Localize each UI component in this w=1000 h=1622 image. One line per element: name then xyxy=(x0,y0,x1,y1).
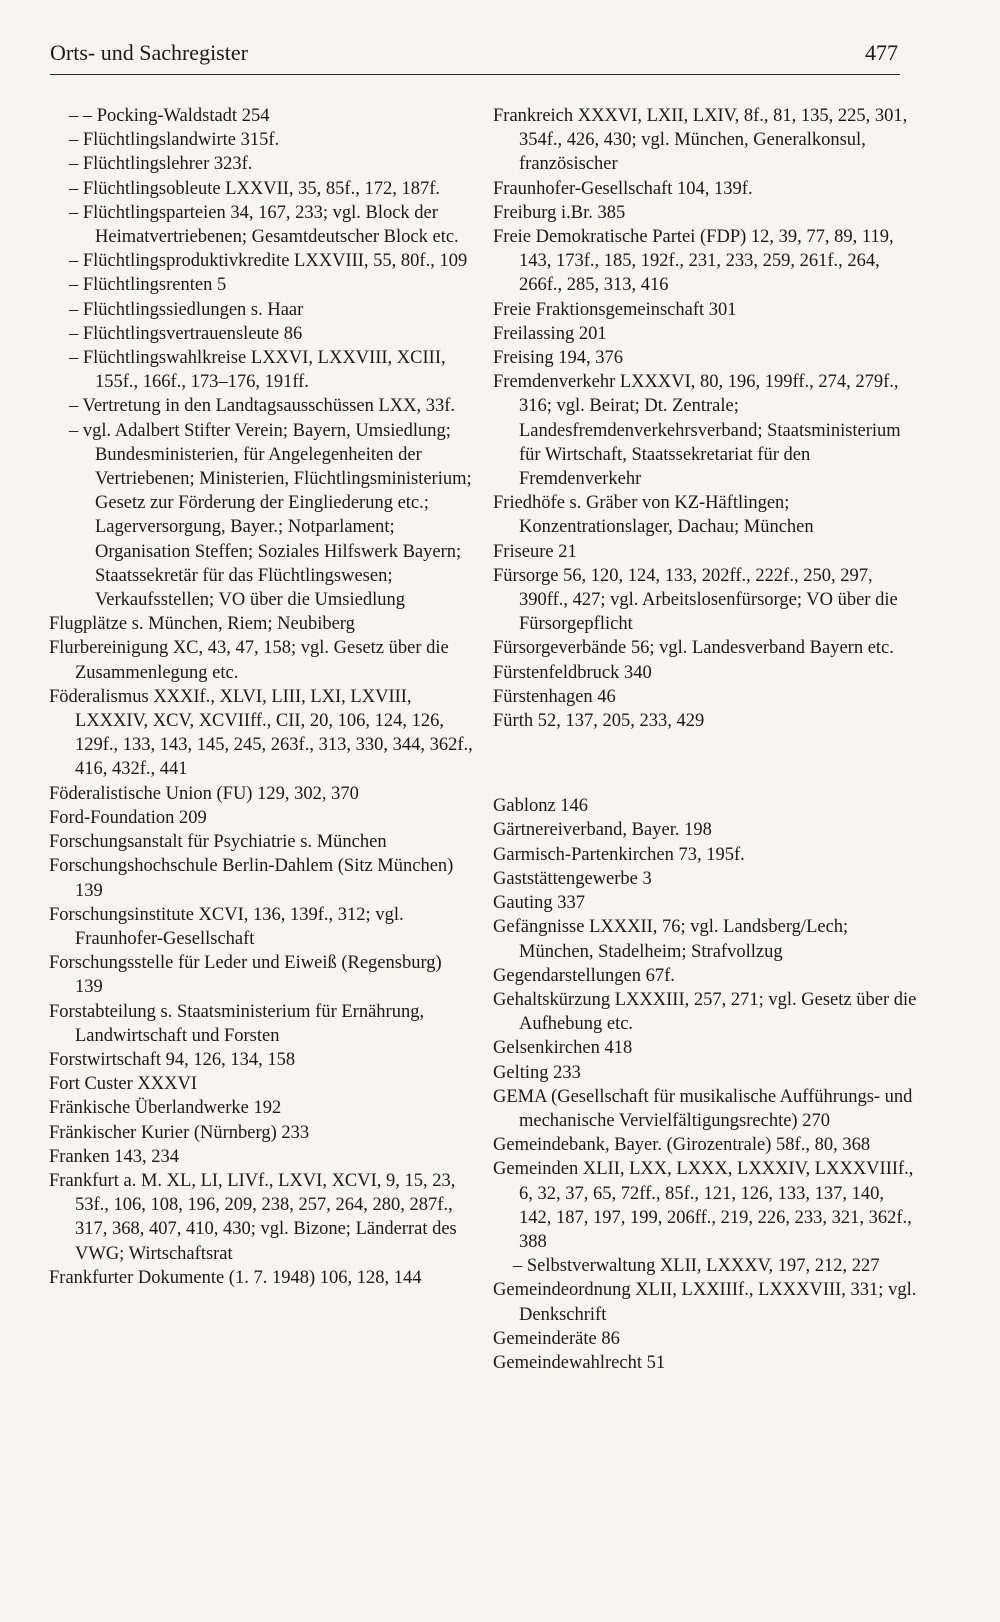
index-entry: Fränkische Überlandwerke 192 xyxy=(49,1098,282,1119)
index-entry: Frankfurt a. M. XL, LI, LIVf., LXVI, XCVI, 9, 15, 23, 53f., 106, 108, 196, 209, 238, 257, 264, 280, 287f., 317, 368, 407, 410, 430; vgl. Bizone; Länderrat des VWG; Wirtschaftsrat xyxy=(49,1170,457,1264)
index-column-left xyxy=(49,104,474,1290)
index-entry: Fränkischer Kurier (Nürnberg) 233 xyxy=(49,1122,310,1143)
index-entry: Freiburg i.Br. 385 xyxy=(493,202,626,223)
index-entry: Fürth 52, 137, 205, 233, 429 xyxy=(493,711,705,732)
index-subentry: – Flüchtlingslehrer 323f. xyxy=(69,154,253,175)
index-entry: Gegendarstellungen 67f. xyxy=(493,965,675,986)
index-entry: Gablonz 146 xyxy=(493,796,589,817)
index-subentry: – Flüchtlingslandwirte 315f. xyxy=(69,130,280,151)
index-entry: Flugplätze s. München, Riem; Neubiberg xyxy=(49,614,355,635)
index-subentry: – Flüchtlingsrenten 5 xyxy=(69,275,227,296)
index-entry: Flurbereinigung XC, 43, 47, 158; vgl. Gesetz über die Zusammenlegung etc. xyxy=(49,638,449,683)
index-subentry: – Flüchtlingswahlkreise LXXVI, LXXVIII, XCIII, 155f., 166f., 173–176, 191ff. xyxy=(69,348,446,393)
index-entry: Gemeindebank, Bayer. (Girozentrale) 58f., 80, 368 xyxy=(493,1135,871,1156)
index-entry: Fort Custer XXXVI xyxy=(49,1074,197,1095)
running-head: Orts- und Sachregister xyxy=(50,40,248,65)
index-entry: Forstwirtschaft 94, 126, 134, 158 xyxy=(49,1049,296,1070)
index-entry: Ford-Foundation 209 xyxy=(49,807,207,828)
index-entry: Gefängnisse LXXXII, 76; vgl. Landsberg/Lech; München, Stadelheim; Strafvollzug xyxy=(493,917,849,962)
index-entry: Fraunhofer-Gesellschaft 104, 139f. xyxy=(493,178,753,199)
index-entry: Gehaltskürzung LXXXIII, 257, 271; vgl. Gesetz über die Aufhebung etc. xyxy=(493,989,917,1035)
index-entry: Forschungsinstitute XCVI, 136, 139f., 312; vgl. Fraunhofer-Gesellschaft xyxy=(49,904,404,949)
index-entry: Gauting 337 xyxy=(493,893,585,914)
index-entry: Gemeinden XLII, LXX, LXXX, LXXXIV, LXXXVIIIf., 6, 32, 37, 65, 72ff., 85f., 121, 126, 133, 137, 140, 142, 187, 197, 199, 206ff., 219, 226, 233, 321, 362f., 388 xyxy=(493,1159,914,1252)
index-entry: Garmisch-Partenkirchen 73, 195f. xyxy=(493,844,745,865)
index-entry: Freising 194, 376 xyxy=(493,348,624,369)
index-entry: Franken 143, 234 xyxy=(49,1146,179,1167)
index-entry: Gemeindewahlrecht 51 xyxy=(493,1352,666,1373)
index-entry: Freie Demokratische Partei (FDP) 12, 39, 77, 89, 119, 143, 173f., 185, 192f., 231, 233, 259, 261f., 264, 266f., 285, 313, 416 xyxy=(493,227,894,296)
index-entry: Forschungsanstalt für Psychiatrie s. München xyxy=(49,832,387,853)
index-entry: Gemeinderäte 86 xyxy=(493,1328,620,1349)
index-entry: Friseure 21 xyxy=(493,541,577,562)
index-entry: Frankfurter Dokumente (1. 7. 1948) 106, 128, 144 xyxy=(49,1267,422,1288)
index-subentry: – Flüchtlingssiedlungen s. Haar xyxy=(69,299,304,320)
index-entry: Gelting 233 xyxy=(493,1062,581,1083)
index-entry: Gärtnereiverband, Bayer. 198 xyxy=(493,820,712,841)
page-number: 477 xyxy=(865,40,898,65)
index-subentry: – – Pocking-Waldstadt 254 xyxy=(69,106,270,126)
index-entry: Gelsenkirchen 418 xyxy=(493,1038,633,1059)
index-subentry: – vgl. Adalbert Stifter Verein; Bayern, Umsiedlung; Bundesministerien, für Angelegenheiten der Vertriebenen; Ministerien, Flüchtlingsministerium; Gesetz zur Förderung der Eingliederung etc.; Lagerversorgung, Bayer.; Notparlament; Organisation Steffen; Soziales Hilfswerk Bayern; Staatssekretär für das Flüchtlingswesen; Verkaufsstellen; VO über die Umsiedlung xyxy=(69,420,472,611)
index-entry: Föderalistische Union (FU) 129, 302, 370 xyxy=(49,783,359,804)
index-subentry: – Flüchtlingsproduktivkredite LXXVIII, 55, 80f., 109 xyxy=(69,251,468,272)
index-entry: Gaststättengewerbe 3 xyxy=(493,868,652,889)
page-header xyxy=(50,38,900,75)
index-entry: Fürstenhagen 46 xyxy=(493,686,616,707)
index-entry: GEMA (Gesellschaft für musikalische Aufführungs- und mechanische Vervielfältigungsrechte) 270 xyxy=(493,1086,913,1131)
index-subentry: – Flüchtlingsvertrauensleute 86 xyxy=(69,323,303,344)
index-entry: Freilassing 201 xyxy=(493,323,607,344)
index-subentry: – Flüchtlingsobleute LXXVII, 35, 85f., 172, 187f. xyxy=(69,178,440,199)
index-subentry: – Vertretung in den Landtagsausschüssen LXX, 33f. xyxy=(69,396,456,417)
index-entry: Freie Fraktionsgemeinschaft 301 xyxy=(493,299,737,320)
index-entry: Forschungsstelle für Leder und Eiweiß (Regensburg) 139 xyxy=(49,953,442,998)
index-entry: Fürsorgeverbände 56; vgl. Landesverband Bayern etc. xyxy=(493,638,894,659)
index-entry: Forschungshochschule Berlin-Dahlem (Sitz München) 139 xyxy=(49,856,454,901)
index-entry: Föderalismus XXXIf., XLVI, LIII, LXI, LXVIII, LXXXIV, XCV, XCVIIff., CII, 20, 106, 124, 126, 129f., 133, 143, 145, 245, 263f., 313, 330, 344, 362f., 416, 432f., 441 xyxy=(49,686,473,780)
index-entry: Friedhöfe s. Gräber von KZ-Häftlingen; Konzentrationslager, Dachau; München xyxy=(493,493,814,538)
index-entry: Fürsorge 56, 120, 124, 133, 202ff., 222f., 250, 297, 390ff., 427; vgl. Arbeitslosenfürsorge; VO über die Fürsorgepflicht xyxy=(493,565,898,635)
index-entry: Gemeindeordnung XLII, LXXIIIf., LXXXVIII, 331; vgl. Denkschrift xyxy=(493,1280,917,1325)
index-entry: Fremdenverkehr LXXXVI, 80, 196, 199ff., 274, 279f., 316; vgl. Beirat; Dt. Zentrale; Landesfremdenverkehrsverband; Staatsministerium für Wirtschaft, Staatssekretariat für den Fremdenverkehr xyxy=(493,372,901,490)
letter-section-gap xyxy=(493,752,918,776)
index-entry: Frankreich XXXVI, LXII, LXIV, 8f., 81, 135, 225, 301, 354f., 426, 430; vgl. München, Generalkonsul, französischer xyxy=(493,106,908,175)
index-entry: Forstabteilung s. Staatsministerium für Ernährung, Landwirtschaft und Forsten xyxy=(49,1001,425,1046)
index-subentry: – Selbstverwaltung XLII, LXXXV, 197, 212, 227 xyxy=(513,1256,880,1277)
index-subentry: – Flüchtlingsparteien 34, 167, 233; vgl. Block der Heimatvertriebenen; Gesamtdeutscher Block etc. xyxy=(69,202,459,248)
index-entry: Fürstenfeldbruck 340 xyxy=(493,662,652,683)
index-column-right xyxy=(493,104,918,1375)
